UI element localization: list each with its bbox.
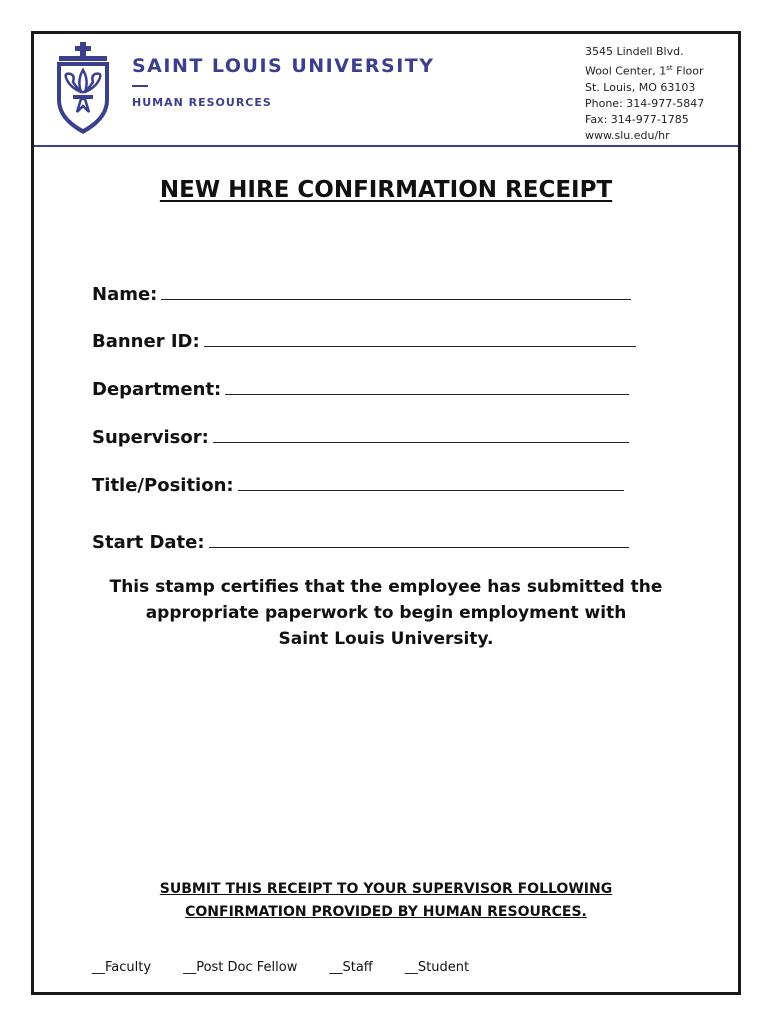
name-blank[interactable] bbox=[161, 283, 631, 300]
department-label: Department: bbox=[92, 379, 222, 400]
title-position-blank[interactable] bbox=[238, 474, 624, 491]
start-date-field[interactable] bbox=[92, 531, 629, 553]
submit-line-2: CONFIRMATION PROVIDED BY HUMAN RESOURCES. bbox=[185, 904, 587, 920]
start-date-label: Start Date: bbox=[92, 532, 205, 553]
title-position-label: Title/Position: bbox=[92, 475, 234, 496]
department-field[interactable] bbox=[92, 378, 629, 400]
name-field[interactable] bbox=[92, 283, 631, 305]
type-post-doc[interactable]: __Post Doc Fellow bbox=[183, 960, 298, 975]
name-label: Name: bbox=[92, 284, 158, 305]
type-staff[interactable]: __Staff bbox=[329, 960, 373, 975]
supervisor-field[interactable] bbox=[92, 426, 629, 448]
submit-instructions bbox=[34, 878, 738, 924]
submit-line-1: SUBMIT THIS RECEIPT TO YOUR SUPERVISOR FOLLOWING bbox=[159, 881, 613, 897]
address-block bbox=[585, 44, 704, 144]
document-frame bbox=[31, 31, 741, 995]
fleur-de-lis-shield-icon bbox=[53, 40, 113, 138]
employee-type-options bbox=[92, 960, 497, 975]
banner-id-blank[interactable] bbox=[204, 330, 636, 347]
department-blank[interactable] bbox=[225, 378, 629, 395]
start-date-blank[interactable] bbox=[209, 531, 629, 548]
banner-id-field[interactable] bbox=[92, 330, 636, 352]
banner-id-label: Banner ID: bbox=[92, 331, 200, 352]
address-building: Wool Center, 1st Floor bbox=[585, 64, 704, 78]
org-name: SAINT LOUIS UNIVERSITY bbox=[132, 55, 435, 77]
org-divider bbox=[132, 85, 148, 87]
org-department: HUMAN RESOURCES bbox=[132, 96, 272, 109]
supervisor-blank[interactable] bbox=[213, 426, 629, 443]
header-rule bbox=[34, 145, 738, 147]
address-web: www.slu.edu/hr bbox=[585, 128, 670, 142]
certify-line-2: appropriate paperwork to begin employment with bbox=[145, 603, 627, 623]
title-position-field[interactable] bbox=[92, 474, 624, 496]
address-fax: Fax: 314-977-1785 bbox=[585, 112, 689, 126]
address-city: St. Louis, MO 63103 bbox=[585, 80, 696, 94]
type-student[interactable]: __Student bbox=[404, 960, 470, 975]
address-street: 3545 Lindell Blvd. bbox=[585, 45, 684, 58]
certify-line-3: Saint Louis University. bbox=[278, 629, 494, 649]
certification-statement bbox=[34, 574, 738, 652]
certify-line-1: This stamp certifies that the employee has submitted the bbox=[109, 577, 663, 597]
supervisor-label: Supervisor: bbox=[92, 427, 209, 448]
type-faculty[interactable]: __Faculty bbox=[92, 960, 152, 975]
address-phone: Phone: 314-977-5847 bbox=[585, 96, 705, 110]
page-title: NEW HIRE CONFIRMATION RECEIPT bbox=[159, 177, 613, 203]
